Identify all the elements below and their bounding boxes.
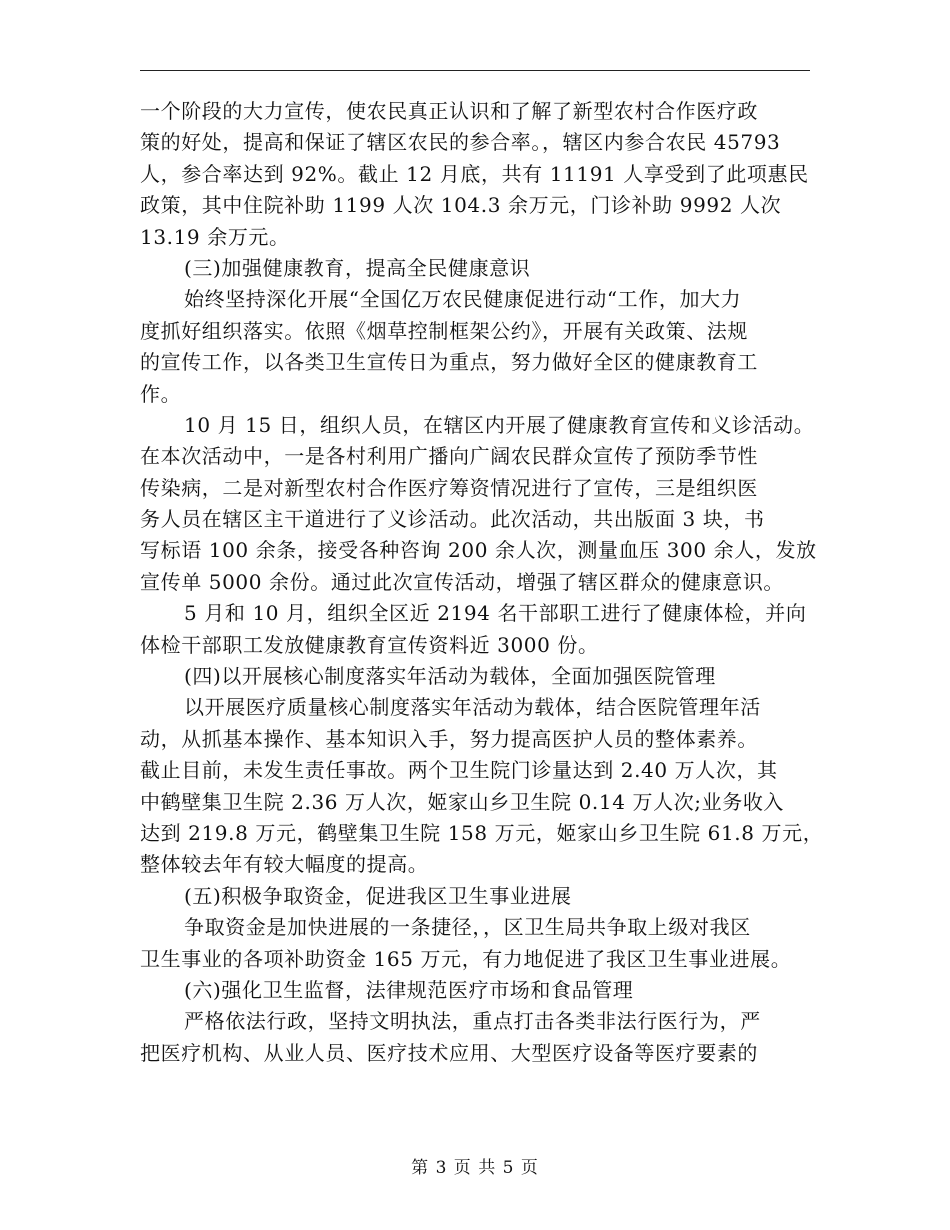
body-line: 中鹤壁集卫生院 2.36 万人次，姬家山乡卫生院 0.14 万人次;业务收入 [140,789,785,814]
body-line: 体检干部职工发放健康教育宣传资料近 3000 份。 [140,632,599,657]
body-line: 写标语 100 余条，接受各种咨询 200 余人次，测量血压 300 余人，发放 [140,538,817,563]
body-line: 以开展医疗质量核心制度落实年活动为载体，结合医院管理年活 [184,695,761,720]
header-rule [140,70,810,71]
body-line: 始终坚持深化开展“全国亿万农民健康促进行动“工作，加大力 [184,287,742,312]
section-heading: (六)强化卫生监督，法律规范医疗市场和食品管理 [184,977,634,1002]
section-heading: (三)加强健康教育，提高全民健康意识 [184,255,531,280]
body-line: 宣传单 5000 余份。通过此次宣传活动，增强了辖区群众的健康意识。 [140,569,785,594]
document-body [140,96,830,1069]
body-line: 在本次活动中，一是各村利用广播向广阔农民群众宣传了预防季节性 [140,444,758,469]
body-line: 传染病，二是对新型农村合作医疗筹资情况进行了宣传，三是组织医 [140,475,758,500]
body-line: 动，从抓基本操作、基本知识入手，努力提高医护人员的整体素养。 [140,726,758,751]
body-line: 争取资金是加快进展的一条捷径，，区卫生局共争取上级对我区 [184,915,751,940]
body-line: 作。 [140,381,182,406]
body-line: 的宣传工作，以各类卫生宣传日为重点，努力做好全区的健康教育工 [140,350,758,375]
page-footer: 第 3 页 共 5 页 [411,1158,539,1178]
body-line: 13.19 余万元。 [140,224,290,249]
body-line: 5 月和 10 月，组织全区近 2194 名干部职工进行了健康体检，并向 [184,601,807,626]
body-line: 人，参合率达到 92%。截止 12 月底，共有 11191 人享受到了此项惠民 [140,161,809,186]
section-heading: (五)积极争取资金，促进我区卫生事业进展 [184,883,572,908]
body-line: 整体较去年有较大幅度的提高。 [140,852,429,877]
body-line: 达到 219.8 万元，鹤壁集卫生院 158 万元，姬家山乡卫生院 61.8 万元， [140,820,824,845]
body-line: 务人员在辖区主干道进行了义诊活动。此次活动，共出版面 3 块，书 [140,507,765,532]
body-line: 度抓好组织落实。依照《烟草控制框架公约》，开展有关政策、法规 [140,318,748,343]
body-line: 严格依法行政，坚持文明执法，重点打击各类非法行医行为，严 [184,1009,761,1034]
body-line: 10 月 15 日，组织人员，在辖区内开展了健康教育宣传和义诊活动。 [184,412,815,437]
section-heading: (四)以开展核心制度落实年活动为载体，全面加强医院管理 [184,664,716,689]
body-line: 卫生事业的各项补助资金 165 万元，有力地促进了我区卫生事业进展。 [140,946,792,971]
body-line: 一个阶段的大力宣传，使农民真正认识和了解了新型农村合作医疗政 [140,99,758,123]
body-line: 截止目前，未发生责任事故。两个卫生院门诊量达到 2.40 万人次，其 [140,758,778,783]
body-line: 策的好处，提高和保证了辖区农民的参合率。，辖区内参合农民 45793 [140,130,781,155]
body-line: 把医疗机构、从业人员、医疗技术应用、大型医疗设备等医疗要素的 [140,1040,758,1065]
body-line: 政策，其中住院补助 1199 人次 104.3 余万元，门诊补助 9992 人次 [140,193,782,218]
